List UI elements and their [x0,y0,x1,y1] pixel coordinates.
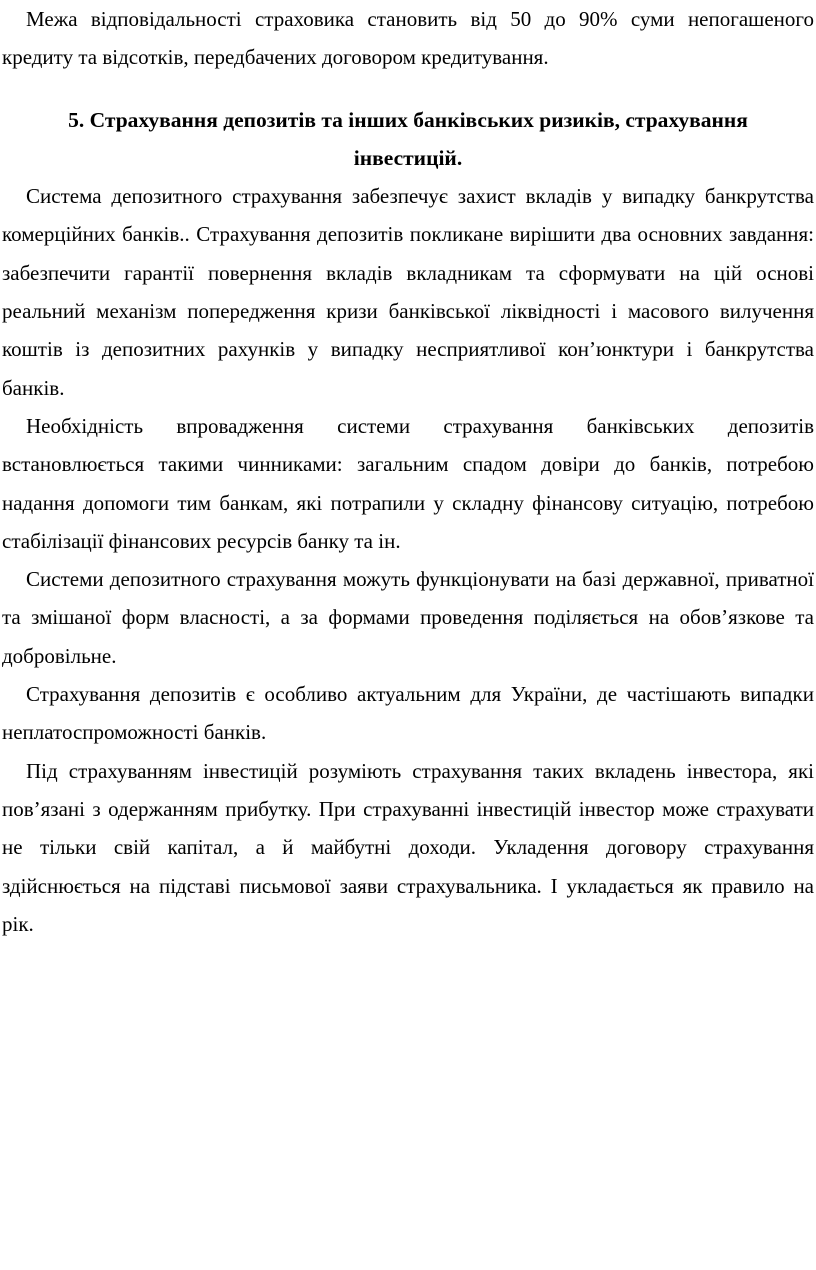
section-heading: 5. Страхування депозитів та інших банківських ризиків, страхування інвестицій. [68,107,748,170]
paragraph-investment-insurance: Під страхуванням інвестицій розуміють страхування таких вкладень інвестора, які пов’язані з одержанням прибутку. При страхуванні інвестицій інвестор може страхувати не тільки свій капітал, а й майбутні доходи. Укладення договору страхування здійснюється на підставі письмової заяви страхувальника. І укладається як правило на рік. [2,758,814,936]
paragraph-necessity: Необхідність впровадження системи страхування банківських депозитів встановлюється такими чинниками: загальним спадом довіри до банків, потребою надання допомоги тим банкам, які потрапили у складну фінансову ситуацію, потребою стабілізації фінансових ресурсів банку та ін. [2,413,814,553]
paragraph-ukraine-relevance: Страхування депозитів є особливо актуальним для України, де частішають випадки неплатоспроможності банків. [2,682,814,745]
paragraph-ownership-forms: Системи депозитного страхування можуть функціонувати на базі державної, приватної та змішаної форм власності, а за формами проведення поділяється на обов’язкове та добровільне. [2,567,814,668]
paragraph-deposit-system: Система депозитного страхування забезпечує захист вкладів у випадку банкрутства комерційних банків.. Страхування депозитів покликане вирішити два основних завдання: забезпечити гарантії повернення вкладів вкладникам та сформувати на цій основі реальний механізм попередження кризи банківської ліквідності і масового вилучення коштів із депозитних рахунків у випадку несприятливої кон’юнктури і банкрутства банків. [2,184,814,400]
paragraph-liability-limit: Межа відповідальності страховика становить від 50 до 90% суми непогашеного кредиту та відсотків, передбачених договором кредитування. [2,7,814,70]
